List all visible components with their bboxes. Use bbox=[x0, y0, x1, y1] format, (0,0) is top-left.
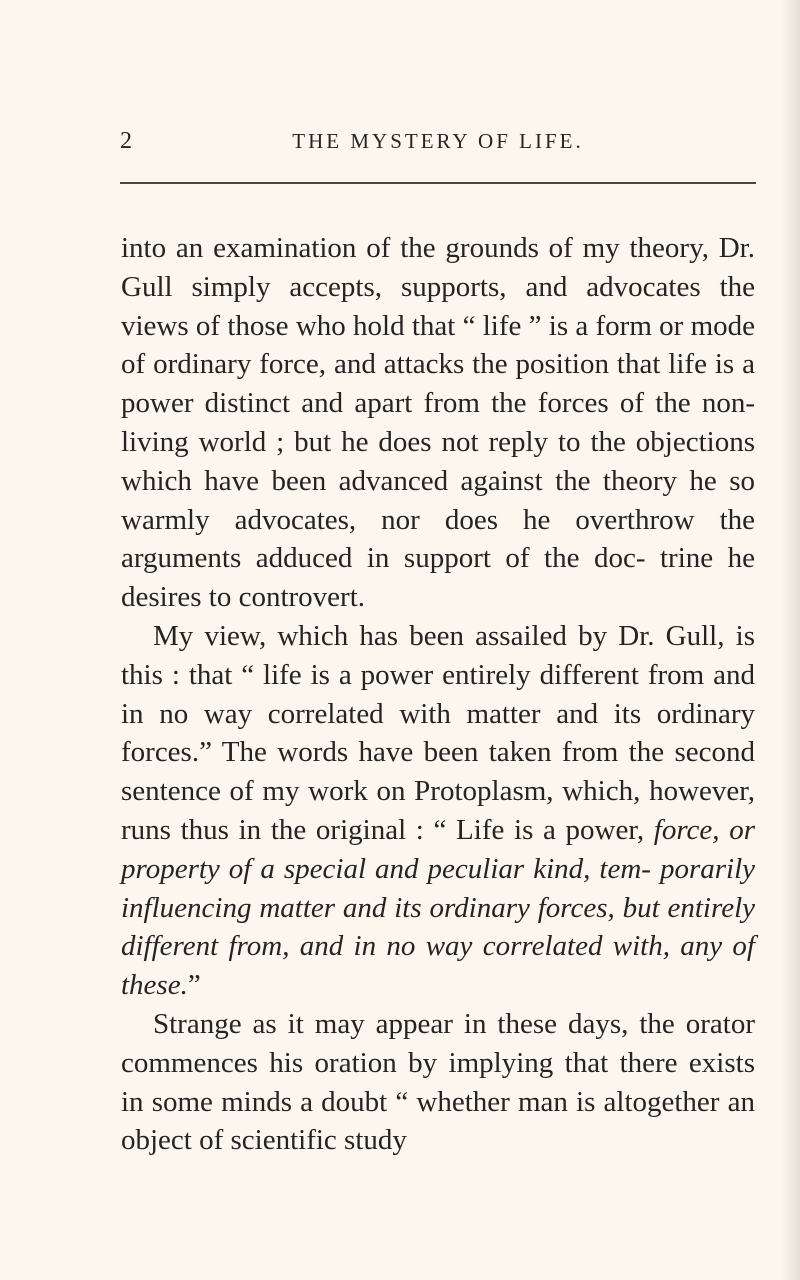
paragraph-continuation: into an examination of the grounds of my theory, Dr. Gull simply accepts, supports, and advocates the views of those who hold that “ life ” is a form or mode of ordinary force, and attacks the position that life is a power distinct and apart from the forces of the non-living world ; but he does not reply to the objections which have been advanced against the theory he so warmly advocates, nor does he overthrow the arguments adduced in support of the doc- trine he desires to controvert. bbox=[121, 232, 755, 614]
paragraph-my-view bbox=[121, 617, 755, 1005]
paragraph-strange: Strange as it may appear in these days, the orator commences his oration by implying that there exists in some minds a doubt “ whether man is altogether an object of scientific study bbox=[121, 1007, 755, 1157]
running-title: THE MYSTERY OF LIFE. bbox=[292, 129, 584, 153]
quoted-definition-italic: force, or property of a special and peculiar kind, tem- porarily influencing matter and its ordinary forces, but entirely different from, and in no way correlated with, any of these. bbox=[121, 813, 755, 1002]
body-text bbox=[121, 229, 755, 1160]
page-number: 2 bbox=[120, 128, 133, 154]
header-rule bbox=[120, 182, 756, 184]
page-edge-shadow bbox=[782, 0, 800, 1280]
running-head bbox=[120, 128, 756, 164]
paragraph-my-view-lead: My view, which has been assailed by Dr. Gull, is this : that “ life is a power entirely different from and in no way correlated with matter and its ordinary forces.” The words have been taken from the second sentence of my work on Protoplasm, which, however, runs thus in the original : “ Life is a power, bbox=[121, 619, 755, 846]
closing-quote: ” bbox=[187, 969, 201, 1002]
